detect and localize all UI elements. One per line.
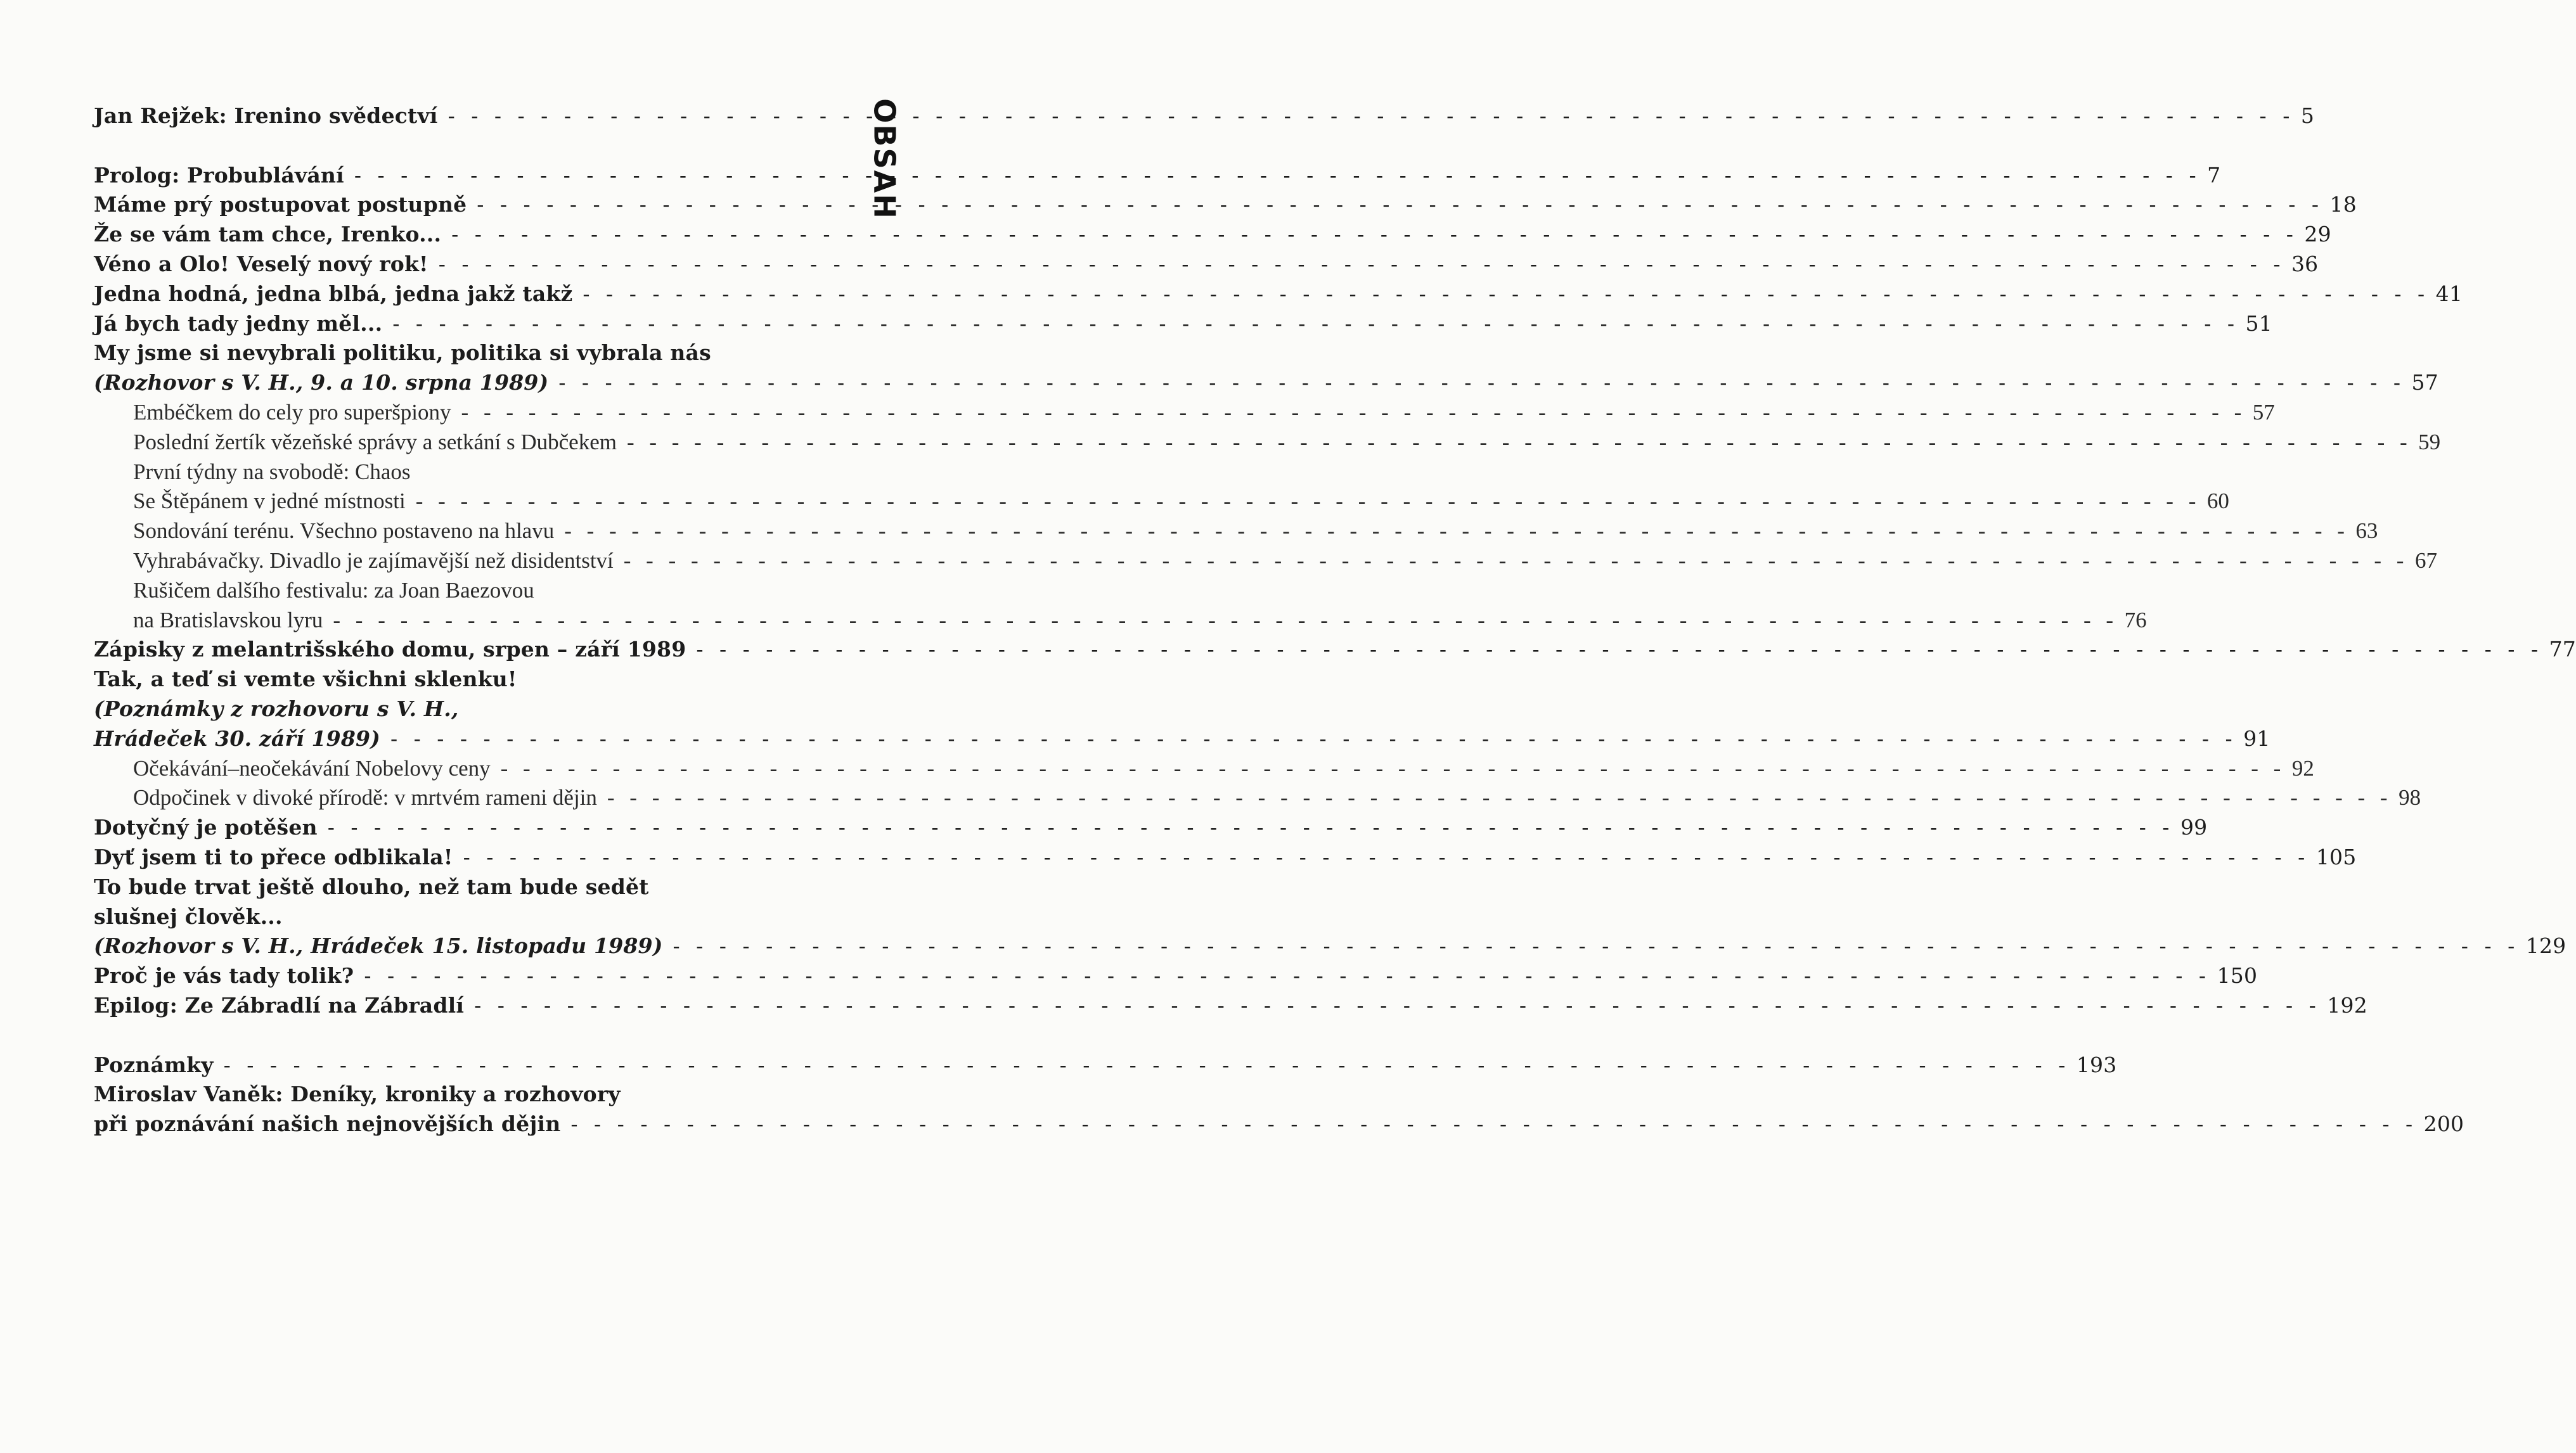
toc-entry[interactable] (94, 250, 2319, 279)
toc-entry-title: Že se vám tam chce, Irenko... (94, 222, 442, 247)
toc-entry[interactable] (94, 309, 2272, 339)
toc-entry-title: Jan Rejžek: Irenino svědectví (94, 103, 438, 128)
toc-leader-dashes: - - - - - - - - - - - - - - - - - - - - - - - - - - - - - - - - - - - - - - - - - - - - - - - - - - - - - - - - - - - - - - - - - - - - - - - - - - - - - - - - (364, 963, 2211, 989)
toc-leader-dashes: - - - - - - - - - - - - - - - - - - - - - - - - - - - - - - - - - - - - - - - - - - - - - - - - - - - - - - - - - - - - - - - - - - - - - - - - - - - - - - - - (451, 222, 2298, 247)
toc-entry-title: Epilog: Ze Zábradlí na Zábradlí (94, 992, 465, 1018)
toc-entry[interactable] (94, 161, 2221, 191)
toc-entry[interactable] (94, 873, 838, 902)
toc-entry-title: Jedna hodná, jedna blbá, jedna jakž takž (94, 281, 573, 306)
toc-entry[interactable] (94, 338, 838, 368)
toc-entry[interactable] (94, 487, 2229, 516)
toc-entry[interactable] (94, 991, 2367, 1021)
toc-entry-page-number: 51 (2245, 310, 2272, 336)
toc-entry[interactable] (94, 101, 2315, 131)
toc-leader-dashes: - - - - - - - - - - - - - - - - - - - - - - - - - - - - - - - - - - - - - - - - - - - - - - - - - - - - - - - - - - - - - - - - - - - - - - - - - - - - - - - - (570, 1111, 2418, 1137)
toc-leader-dashes: - - - - - - - - - - - - - - - - - - - - - - - - - - - - - - - - - - - - - - - - - - - - - - - - - - - - - - - - - - - - - - - - - - - - - - - - - - - - - - - - (558, 370, 2405, 395)
toc-leader-dashes: - - - - - - - - - - - - - - - - - - - - - - - - - - - - - - - - - - - - - - - - - - - - - - - - - - - - - - - - - - - - - - - - - - - - - - - - - - - - - - - - (223, 1052, 2070, 1077)
toc-spacer (94, 131, 838, 161)
toc-entry-page-number: 29 (2304, 222, 2331, 247)
toc-leader-dashes: - - - - - - - - - - - - - - - - - - - - - - - - - - - - - - - - - - - - - - - - - - - - - - - - - - - - - - - - - - - - - - - - - - - - - - - - - - - - - - - - (354, 162, 2201, 188)
toc-leader-dashes: - - - - - - - - - - - - - - - - - - - - - - - - - - - - - - - - - - - - - - - - - - - - - - - - - - - - - - - - - - - - - - - - - - - - - - - - - - - - - - - - (564, 518, 2350, 544)
toc-entry-page-number: 36 (2291, 251, 2319, 276)
toc-entry[interactable] (94, 220, 2331, 250)
toc-entry-page-number: 76 (2124, 607, 2147, 632)
toc-entry-title: Dotyčný je potěšen (94, 815, 318, 840)
toc-entry-title: Zápisky z melantrišského domu, srpen – září 1989 (94, 637, 686, 662)
toc-entry-page-number: 200 (2423, 1111, 2464, 1137)
toc-entry[interactable] (94, 606, 2147, 636)
toc-entry[interactable] (94, 843, 2357, 873)
toc-entry[interactable] (94, 1110, 2464, 1139)
toc-leader-dashes: - - - - - - - - - - - - - - - - - - - - - - - - - - - - - - - - - - - - - - - - - - - - - - - - - - - - - - - - - - - - - - - - - - - - - - - - - - - - - - - - (474, 992, 2321, 1018)
toc-leader-dashes: - - - - - - - - - - - - - - - - - - - - - - - - - - - - - - - - - - - - - - - - - - - - - - - - - - - - - - - - - - - - - - - - - - - - - - - - - - - - - - - - (673, 933, 2520, 959)
toc-leader-dashes: - - - - - - - - - - - - - - - - - - - - - - - - - - - - - - - - - - - - - - - - - - - - - - - - - - - - - - - - - - - - - - - - - - - - - - - - - - - - - - - - (448, 103, 2295, 128)
toc-entry-page-number: 91 (2243, 726, 2270, 751)
toc-entry-title: My jsme si nevybrali politiku, politika si vybrala nás (94, 340, 711, 366)
toc-entry-page-number: 150 (2217, 963, 2258, 989)
toc-entry-title: Poslední žertík vězeňské správy a setkání s Dubčekem (133, 429, 617, 454)
toc-entry-title: (Rozhovor s V. H., Hrádeček 15. listopadu 1989) (94, 933, 663, 959)
toc-entry[interactable] (94, 458, 838, 487)
toc-leader-dashes: - - - - - - - - - - - - - - - - - - - - - - - - - - - - - - - - - - - - - - - - - - - - - - - - - - - - - - - - - - - - - - - - - - - - - - - - - - - - - - - - (463, 844, 2310, 869)
toc-entry-title: Odpočinek v divoké přírodě: v mrtvém rameni dějin (133, 785, 597, 810)
toc-entry-title: Véno a Olo! Veselý nový rok! (94, 251, 428, 276)
toc-entry[interactable] (94, 398, 2275, 428)
toc-entry-title: Dyť jsem ti to přece odblikala! (94, 844, 453, 869)
toc-entry-title: Já bych tady jedny měl... (94, 310, 383, 336)
toc-entry-title: Poznámky (94, 1052, 214, 1077)
toc-leader-dashes: - - - - - - - - - - - - - - - - - - - - - - - - - - - - - - - - - - - - - - - - - - - - - - - - - - - - - - - - - - - - - - - - - - - - - - - - - - - - - - - - (333, 607, 2118, 632)
toc-entry-page-number: 63 (2355, 518, 2378, 544)
toc-entry-title: Embéčkem do cely pro superšpiony (133, 399, 451, 425)
toc-entry-title: To bude trvat ještě dlouho, než tam bude sedět (94, 874, 649, 899)
toc-entry[interactable] (94, 546, 2437, 576)
toc-leader-dashes: - - - - - - - - - - - - - - - - - - - - - - - - - - - - - - - - - - - - - - - - - - - - - - - - - - - - - - - - - - - - - - - - - - - - - - - - - - - - - - - - (607, 785, 2393, 810)
toc-entry-title: (Rozhovor s V. H., 9. a 10. srpna 1989) (94, 370, 549, 395)
toc-entry[interactable] (94, 516, 2378, 546)
toc-leader-dashes: - - - - - - - - - - - - - - - - - - - - - - - - - - - - - - - - - - - - - - - - - - - - - - - - - - - - - - - - - - - - - - - - - - - - - - - - - - - - - - - - (626, 429, 2412, 454)
toc-leader-dashes: - - - - - - - - - - - - - - - - - - - - - - - - - - - - - - - - - - - - - - - - - - - - - - - - - - - - - - - - - - - - - - - - - - - - - - - - - - - - - - - - (415, 489, 2201, 514)
toc-entry[interactable] (94, 428, 2441, 458)
toc-entry-title: Očekávání–neočekávání Nobelovy ceny (133, 755, 491, 781)
toc-leader-dashes: - - - - - - - - - - - - - - - - - - - - - - - - - - - - - - - - - - - - - - - - - - - - - - - - - - - - - - - - - - - - - - - - - - - - - - - - - - - - - - - - (327, 815, 2174, 840)
toc-leader-dashes: - - - - - - - - - - - - - - - - - - - - - - - - - - - - - - - - - - - - - - - - - - - - - - - - - - - - - - - - - - - - - - - - - - - - - - - - - - - - - - - - (390, 726, 2238, 751)
toc-entry-title: První týdny na svobodě: Chaos (133, 459, 411, 484)
toc-entry[interactable] (94, 931, 2566, 961)
toc-entry-page-number: 92 (2291, 755, 2314, 781)
toc-entry[interactable] (94, 368, 2438, 398)
toc-entry-page-number: 60 (2206, 489, 2229, 514)
toc-entry-page-number: 99 (2180, 815, 2208, 840)
toc-leader-dashes: - - - - - - - - - - - - - - - - - - - - - - - - - - - - - - - - - - - - - - - - - - - - - - - - - - - - - - - - - - - - - - - - - - - - - - - - - - - - - - - - (500, 755, 2286, 781)
toc-entry[interactable] (94, 665, 838, 694)
toc-entry-title: při poznávání našich nejnovějších dějin (94, 1111, 561, 1137)
toc-entry-page-number: 7 (2207, 162, 2221, 188)
toc-leader-dashes: - - - - - - - - - - - - - - - - - - - - - - - - - - - - - - - - - - - - - - - - - - - - - - - - - - - - - - - - - - - - - - - - - - - - - - - - - - - - - - - - (438, 251, 2285, 276)
toc-entry[interactable] (94, 1080, 838, 1110)
toc-leader-dashes: - - - - - - - - - - - - - - - - - - - - - - - - - - - - - - - - - - - - - - - - - - - - - - - - - - - - - - - - - - - - - - - - - - - - - - - - - - - - - - - - (623, 547, 2409, 573)
toc-entry-title: Rušičem dalšího festivalu: za Joan Baezovou (133, 577, 534, 603)
toc-leader-dashes: - - - - - - - - - - - - - - - - - - - - - - - - - - - - - - - - - - - - - - - - - - - - - - - - - - - - - - - - - - - - - - - - - - - - - - - - - - - - - - - - (477, 192, 2324, 217)
toc-entry-page-number: 5 (2300, 103, 2315, 128)
toc-entry-title: Se Štěpánem v jedné místnosti (133, 489, 406, 514)
toc-entry[interactable] (94, 576, 838, 606)
toc-entry-page-number: 77 (2549, 637, 2576, 662)
toc-leader-dashes: - - - - - - - - - - - - - - - - - - - - - - - - - - - - - - - - - - - - - - - - - - - - - - - - - - - - - - - - - - - - - - - - - - - - - - - - - - - - - - - - (392, 310, 2239, 336)
toc-entry-page-number: 105 (2315, 844, 2357, 869)
toc-entry[interactable] (94, 724, 2270, 754)
toc-entry-page-number: 98 (2399, 785, 2421, 810)
toc-entry-page-number: 129 (2525, 933, 2566, 959)
toc-entry-page-number: 41 (2435, 281, 2463, 306)
toc-entry-title: slušnej člověk... (94, 904, 283, 929)
toc-entry[interactable] (94, 961, 2258, 991)
toc-entry-title: Proč je vás tady tolik? (94, 963, 354, 989)
toc-entry-page-number: 18 (2329, 192, 2357, 217)
toc-leader-dashes: - - - - - - - - - - - - - - - - - - - - - - - - - - - - - - - - - - - - - - - - - - - - - - - - - - - - - - - - - - - - - - - - - - - - - - - - - - - - - - - - (583, 281, 2430, 306)
toc-entry[interactable] (94, 190, 2357, 220)
toc-entry[interactable] (94, 1051, 2117, 1080)
toc-spacer (94, 1021, 838, 1051)
toc-entry-title: Miroslav Vaněk: Deníky, kroniky a rozhovory (94, 1082, 621, 1107)
toc-entry[interactable] (94, 694, 838, 724)
toc-leader-dashes: - - - - - - - - - - - - - - - - - - - - - - - - - - - - - - - - - - - - - - - - - - - - - - - - - - - - - - - - - - - - - - - - - - - - - - - - - - - - - - - - (696, 637, 2543, 662)
toc-entry-page-number: 192 (2327, 992, 2367, 1018)
toc-entry-title: Prolog: Probublávání (94, 162, 344, 188)
toc-entry-title: Sondování terénu. Všechno postaveno na hlavu (133, 518, 555, 544)
toc-entry[interactable] (94, 754, 2314, 784)
toc-entry-title: na Bratislavskou lyru (133, 607, 323, 632)
side-section-label-text: OBSAH (868, 98, 902, 220)
toc-entry-page-number: 57 (2411, 370, 2438, 395)
toc-entry[interactable] (94, 279, 2463, 309)
toc-entry[interactable] (94, 635, 2576, 665)
toc-entry-page-number: 193 (2076, 1052, 2117, 1077)
toc-entry-title: Máme prý postupovat postupně (94, 192, 467, 217)
toc-entry-page-number: 59 (2418, 429, 2441, 454)
toc-entry[interactable] (94, 783, 2421, 813)
toc-leader-dashes: - - - - - - - - - - - - - - - - - - - - - - - - - - - - - - - - - - - - - - - - - - - - - - - - - - - - - - - - - - - - - - - - - - - - - - - - - - - - - - - - (461, 399, 2246, 425)
toc-entry-page-number: 67 (2414, 547, 2437, 573)
toc-entry-title: (Poznámky z rozhovoru s V. H., (94, 696, 459, 721)
toc-entry-title: Hrádeček 30. září 1989) (94, 726, 380, 751)
toc-entry-title: Tak, a teď si vemte všichni sklenku! (94, 667, 517, 692)
toc-entry[interactable] (94, 902, 838, 932)
toc-entry-title: Vyhrabávačky. Divadlo je zajímavější než disidentství (133, 547, 614, 573)
toc-entry-page-number: 57 (2252, 399, 2275, 425)
toc-entry[interactable] (94, 813, 2208, 843)
